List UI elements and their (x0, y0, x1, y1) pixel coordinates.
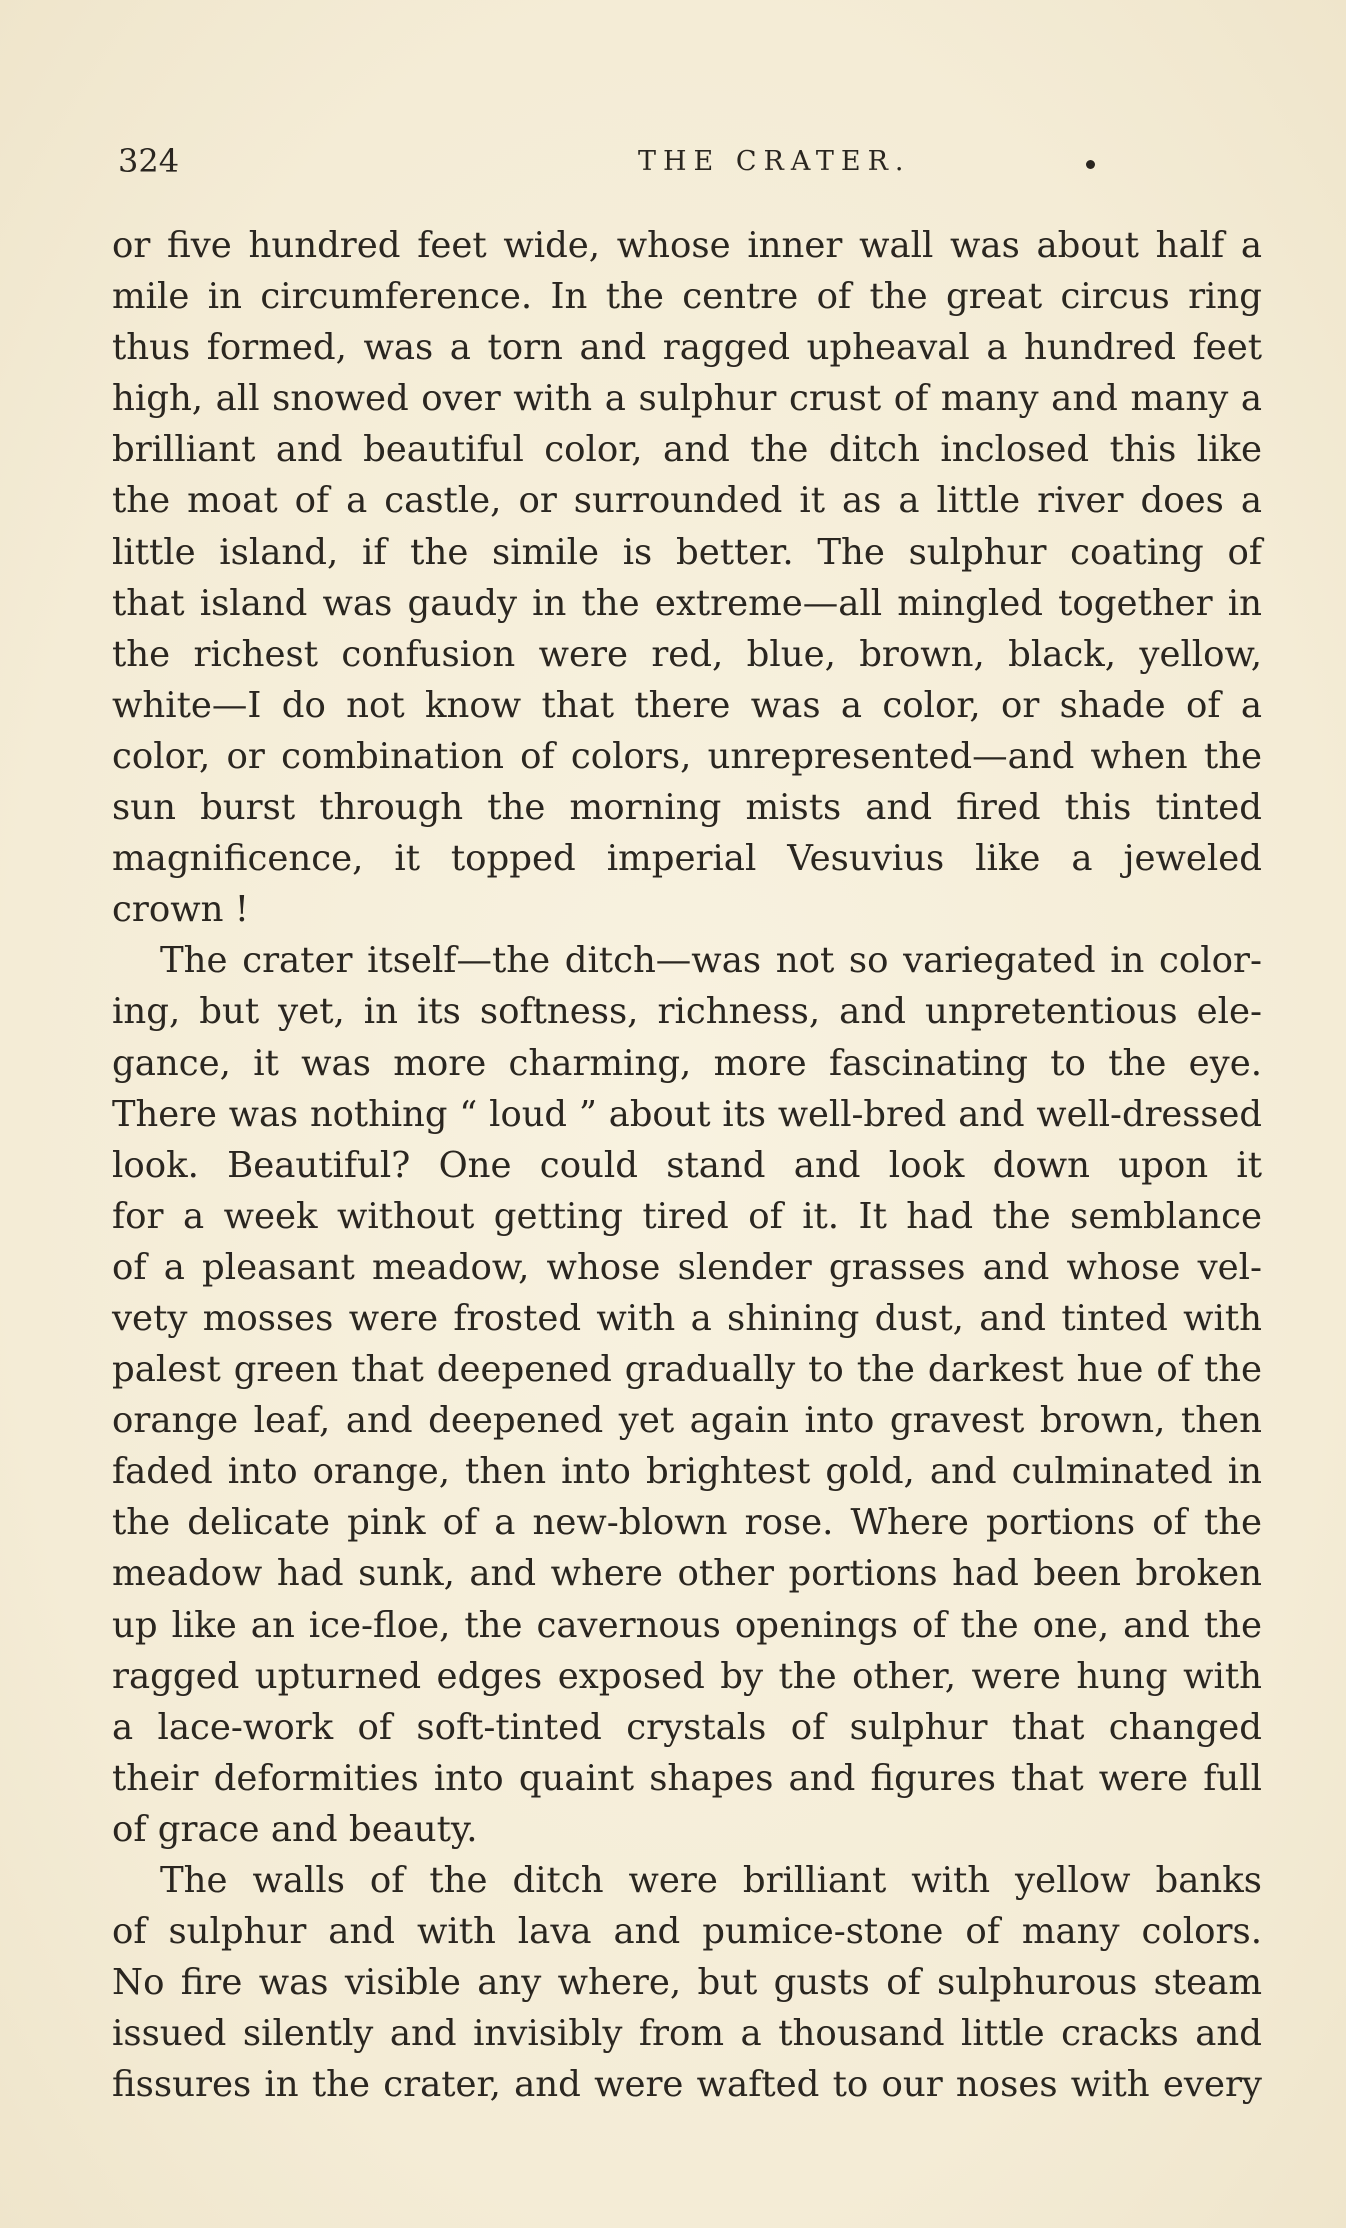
text-line: or five hundred feet wide, whose inner wall was about half a (112, 225, 1262, 266)
text-line: ing, but yet, in its softness, richness, and unpretentious ele- (112, 991, 1262, 1033)
text-line: color, or combination of colors, unrepresented—and when the (112, 735, 1262, 777)
text-line: vety mosses were frosted with a shining dust, and tinted with (112, 1297, 1262, 1339)
paragraph-start-line: The crater itself—the ditch—was not so variegated in color- (160, 940, 1262, 982)
paragraph-end-line: of grace and beauty. (112, 1808, 478, 1850)
bullet-ornament-icon (1086, 160, 1095, 169)
text-line: meadow had sunk, and where other portions had been broken (112, 1553, 1262, 1595)
running-title: THE CRATER. (638, 146, 911, 177)
text-line: little island, if the simile is better. The sulphur coating of (112, 531, 1262, 573)
text-line: of sulphur and with lava and pumice-stone of many colors. (112, 1911, 1262, 1953)
text-line: orange leaf, and deepened yet again into gravest brown, then (112, 1400, 1262, 1442)
text-line: thus formed, was a torn and ragged upheaval a hundred feet (112, 327, 1262, 369)
body-text (112, 220, 1262, 2110)
text-line: that island was gaudy in the extreme—all mingled together in (112, 582, 1262, 624)
text-line: for a week without getting tired of it. It had the semblance (112, 1195, 1262, 1237)
text-line: No fire was visible any where, but gusts of sulphurous steam (112, 1962, 1262, 2004)
text-line: high, all snowed over with a sulphur crust of many and many a (112, 378, 1262, 420)
page-number: 324 (118, 142, 180, 180)
paragraph-end-line: crown ! (112, 889, 250, 931)
text-line: fissures in the crater, and were wafted to our noses with every (112, 2064, 1262, 2106)
text-line: palest green that deepened gradually to the darkest hue of the (112, 1349, 1262, 1391)
running-head (110, 142, 1266, 186)
paragraph-start-line: The walls of the ditch were brilliant with yellow banks (160, 1860, 1262, 1901)
text-line: brilliant and beautiful color, and the ditch inclosed this like (112, 429, 1262, 471)
text-line: faded into orange, then into brightest gold, and culminated in (112, 1451, 1262, 1493)
text-line: sun burst through the morning mists and fired this tinted (112, 787, 1262, 829)
text-line: white—I do not know that there was a color, or shade of a (112, 684, 1262, 726)
text-line: the richest confusion were red, blue, brown, black, yellow, (112, 633, 1262, 675)
text-line: There was nothing “ loud ” about its well-bred and well-dressed (112, 1093, 1262, 1135)
text-line: look. Beautiful? One could stand and look down upon it (112, 1144, 1262, 1186)
text-line: gance, it was more charming, more fascinating to the eye. (112, 1042, 1262, 1084)
text-line: mile in circumference. In the centre of the great circus ring (112, 276, 1262, 318)
text-line: up like an ice-floe, the cavernous openings of the one, and the (112, 1604, 1262, 1646)
text-line: a lace-work of soft-tinted crystals of sulphur that changed (112, 1706, 1262, 1748)
text-line: magnificence, it topped imperial Vesuvius like a jeweled (112, 838, 1262, 880)
text-line: the delicate pink of a new-blown rose. Where portions of the (112, 1502, 1262, 1544)
text-line: of a pleasant meadow, whose slender grasses and whose vel- (112, 1246, 1262, 1288)
text-line: the moat of a castle, or surrounded it as a little river does a (112, 480, 1262, 522)
text-line: ragged upturned edges exposed by the other, were hung with (112, 1655, 1262, 1697)
text-line: their deformities into quaint shapes and figures that were full (112, 1757, 1262, 1799)
text-line: issued silently and invisibly from a thousand little cracks and (112, 2013, 1262, 2055)
